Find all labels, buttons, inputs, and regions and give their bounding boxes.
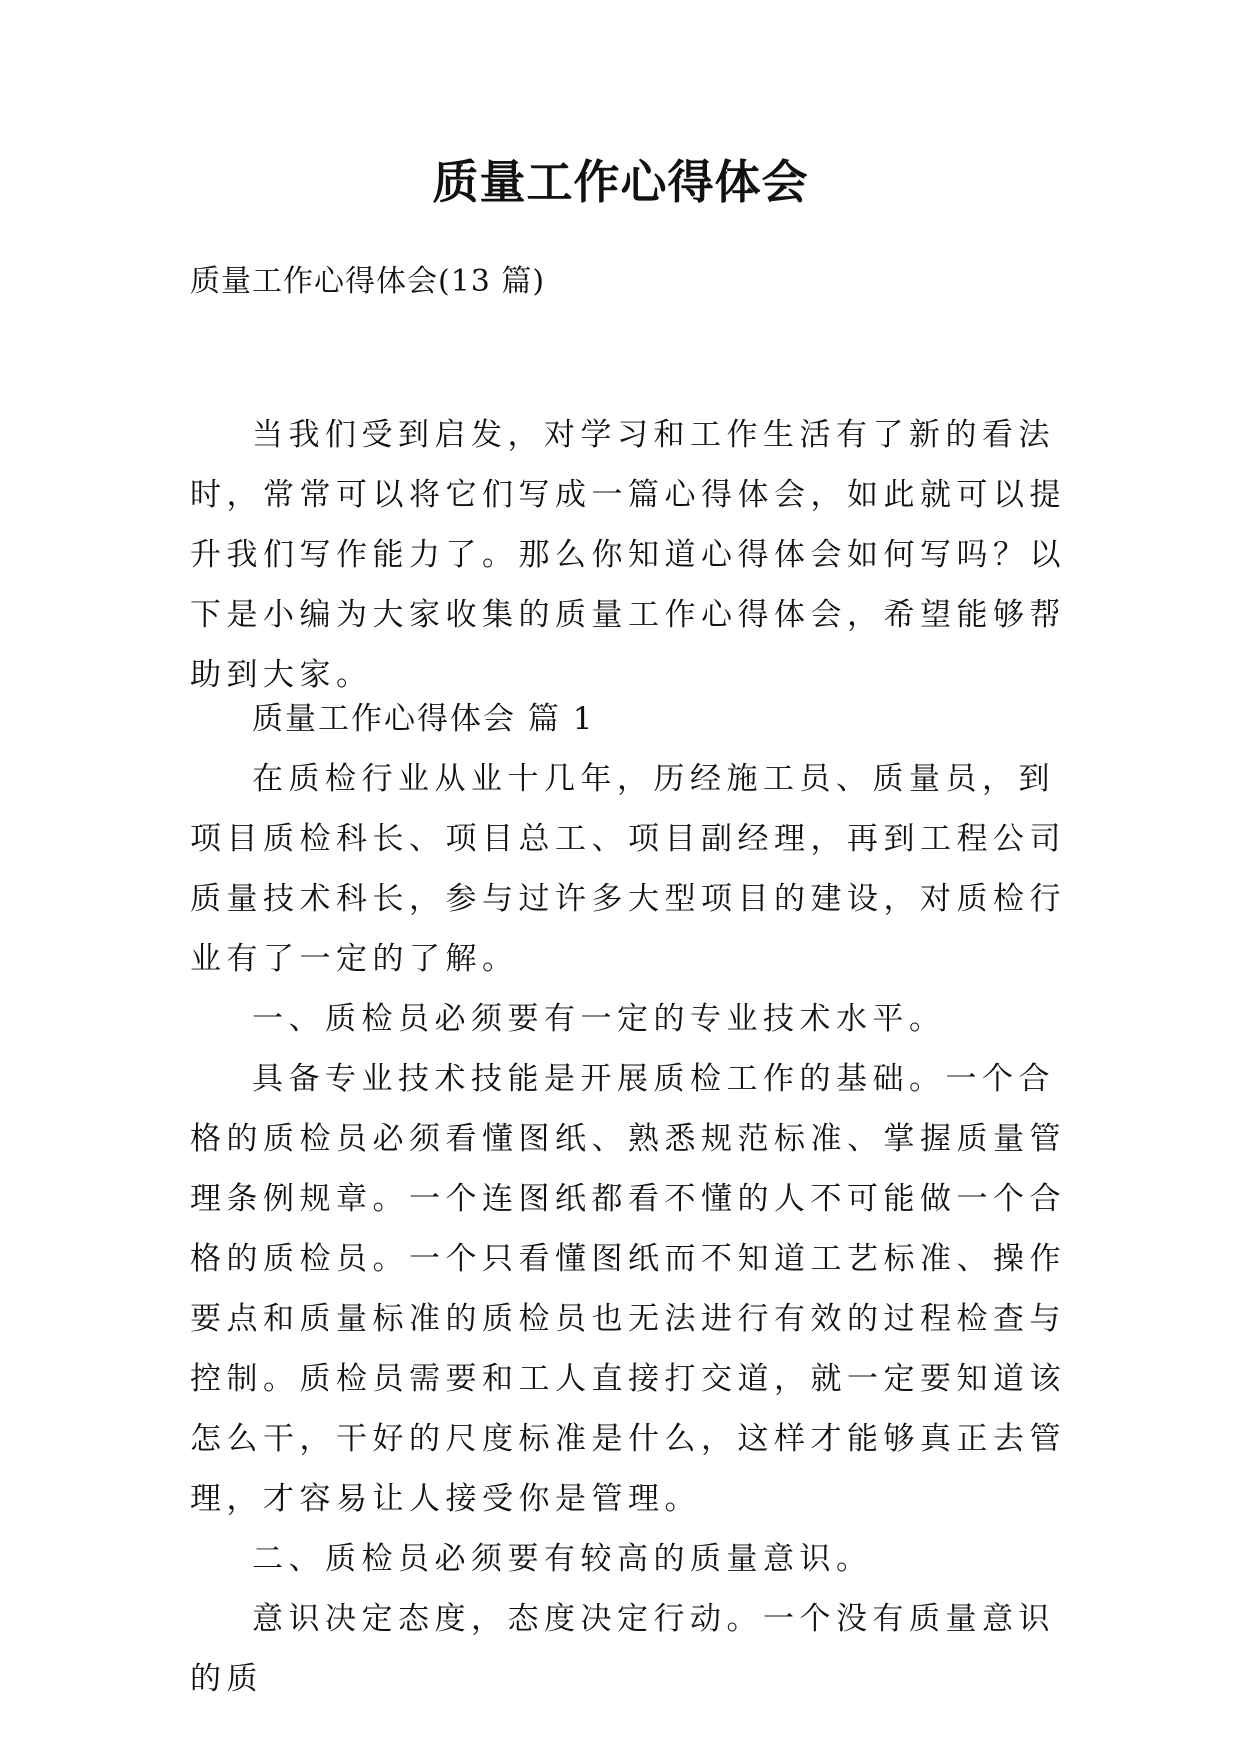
article-body	[190, 689, 1070, 1709]
point-heading: 一、质检员必须要有一定的专业技术水平。	[252, 1001, 946, 1037]
body-paragraph: 具备专业技术技能是开展质检工作的基础。一个合格的质检员必须看懂图纸、熟悉规范标准、掌握质量管理条例规章。一个连图纸都看不懂的人不可能做一个合格的质检员。一个只看懂图纸而不知道工艺标准、操作要点和质量标准的质检员也无法进行有效的过程检查与控制。质检员需要和工人直接打交道，就一定要知道该怎么干，干好的尺度标准是什么，这样才能够真正去管理，才容易让人接受你是管理。	[190, 1061, 1066, 1517]
body-paragraph: 意识决定态度，态度决定行动。一个没有质量意识的质	[190, 1601, 1055, 1697]
intro-section	[190, 405, 1070, 705]
point-heading: 二、质检员必须要有较高的质量意识。	[252, 1541, 873, 1577]
document-subtitle: 质量工作心得体会(13 篇)	[190, 264, 546, 299]
body-paragraph: 在质检行业从业十几年，历经施工员、质量员，到项目质检科长、项目总工、项目副经理，再到工程公司质量技术科长，参与过许多大型项目的建设，对质检行业有了一定的了解。	[190, 761, 1066, 977]
section-heading: 质量工作心得体会 篇 1	[252, 701, 595, 737]
intro-paragraph: 当我们受到启发，对学习和工作生活有了新的看法时，常常可以将它们写成一篇心得体会，如此就可以提升我们写作能力了。那么你知道心得体会如何写吗？以下是小编为大家收集的质量工作心得体会，希望能够帮助到大家。	[190, 417, 1066, 693]
document-title: 质量工作心得体会	[432, 155, 809, 209]
